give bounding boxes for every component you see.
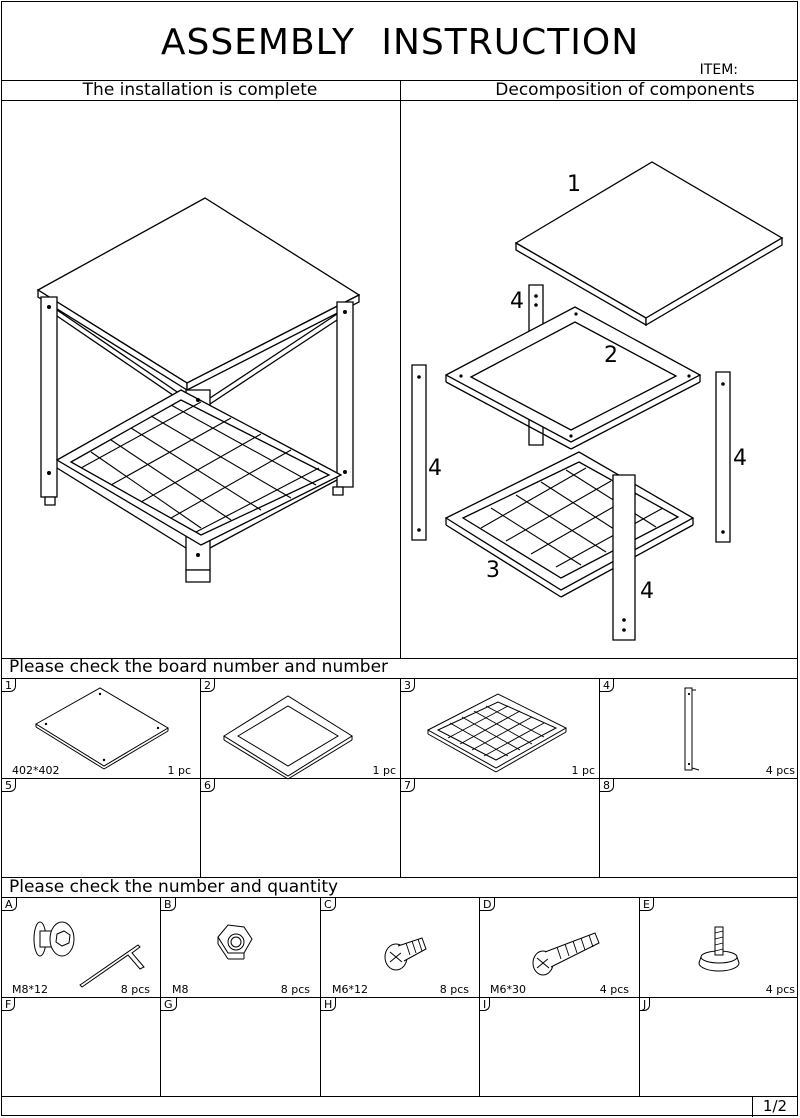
short-screw-icon bbox=[320, 897, 480, 997]
hardware-quantity: 8 pcs bbox=[120, 983, 150, 996]
hardware-letter: C bbox=[321, 898, 336, 911]
board-3-thumbnail bbox=[400, 678, 600, 778]
board-number: 6 bbox=[201, 779, 215, 792]
hardware-quantity: 8 pcs bbox=[439, 983, 469, 996]
hardware-letter: E bbox=[640, 898, 654, 911]
assembled-table-illustration bbox=[1, 100, 401, 658]
board-section-heading: Please check the board number and number bbox=[9, 657, 389, 677]
hardware-spec: M6*12 bbox=[332, 983, 368, 996]
page-number: 1/2 bbox=[762, 1097, 788, 1115]
panel-heading-decomposition: Decomposition of components bbox=[495, 80, 755, 100]
nut-icon bbox=[160, 897, 320, 997]
hardware-letter: F bbox=[2, 998, 15, 1011]
hardware-spec: M8 bbox=[172, 983, 189, 996]
hardware-letter: H bbox=[321, 998, 336, 1011]
board-quantity: 1 pc bbox=[372, 764, 396, 777]
divider bbox=[1, 997, 798, 998]
callout-4: 4 bbox=[733, 446, 747, 471]
hardware-letter: J bbox=[640, 998, 650, 1011]
board-number: 4 bbox=[600, 679, 614, 692]
board-quantity: 1 pc bbox=[571, 764, 595, 777]
callout-4: 4 bbox=[428, 456, 442, 481]
hardware-spec: M6*30 bbox=[490, 983, 526, 996]
hardware-spec: M8*12 bbox=[12, 983, 48, 996]
panel-heading-complete: The installation is complete bbox=[82, 80, 318, 100]
board-quantity: 4 pcs bbox=[765, 764, 795, 777]
board-number: 7 bbox=[401, 779, 415, 792]
hardware-quantity: 8 pcs bbox=[280, 983, 310, 996]
hardware-section-heading: Please check the number and quantity bbox=[9, 877, 339, 897]
board-quantity: 1 pc bbox=[167, 764, 191, 777]
board-number: 1 bbox=[2, 679, 16, 692]
board-2-thumbnail bbox=[200, 678, 400, 778]
callout-3: 3 bbox=[486, 558, 500, 583]
hardware-letter: D bbox=[480, 898, 495, 911]
callout-2: 2 bbox=[604, 343, 618, 368]
bolt-allen-key-icon bbox=[0, 897, 160, 997]
board-number: 3 bbox=[401, 679, 415, 692]
long-screw-icon bbox=[479, 897, 639, 997]
callout-1: 1 bbox=[567, 172, 581, 197]
exploded-view-illustration bbox=[401, 100, 799, 658]
leveling-foot-icon bbox=[639, 897, 799, 997]
hardware-quantity: 4 pcs bbox=[599, 983, 629, 996]
board-number: 8 bbox=[600, 779, 614, 792]
board-1-thumbnail bbox=[0, 678, 200, 778]
hardware-letter: I bbox=[480, 998, 490, 1011]
board-dimension: 402*402 bbox=[12, 764, 60, 777]
hardware-letter: A bbox=[2, 898, 17, 911]
document-title: ASSEMBLY INSTRUCTION bbox=[160, 22, 640, 63]
callout-4: 4 bbox=[510, 289, 524, 314]
board-number: 5 bbox=[2, 779, 16, 792]
hardware-quantity: 4 pcs bbox=[765, 983, 795, 996]
hardware-letter: G bbox=[161, 998, 177, 1011]
board-4-thumbnail bbox=[599, 678, 799, 778]
hardware-letter: B bbox=[161, 898, 176, 911]
board-number: 2 bbox=[201, 679, 215, 692]
item-label: ITEM: bbox=[699, 62, 738, 78]
divider bbox=[1, 1096, 798, 1097]
callout-4: 4 bbox=[640, 579, 654, 604]
